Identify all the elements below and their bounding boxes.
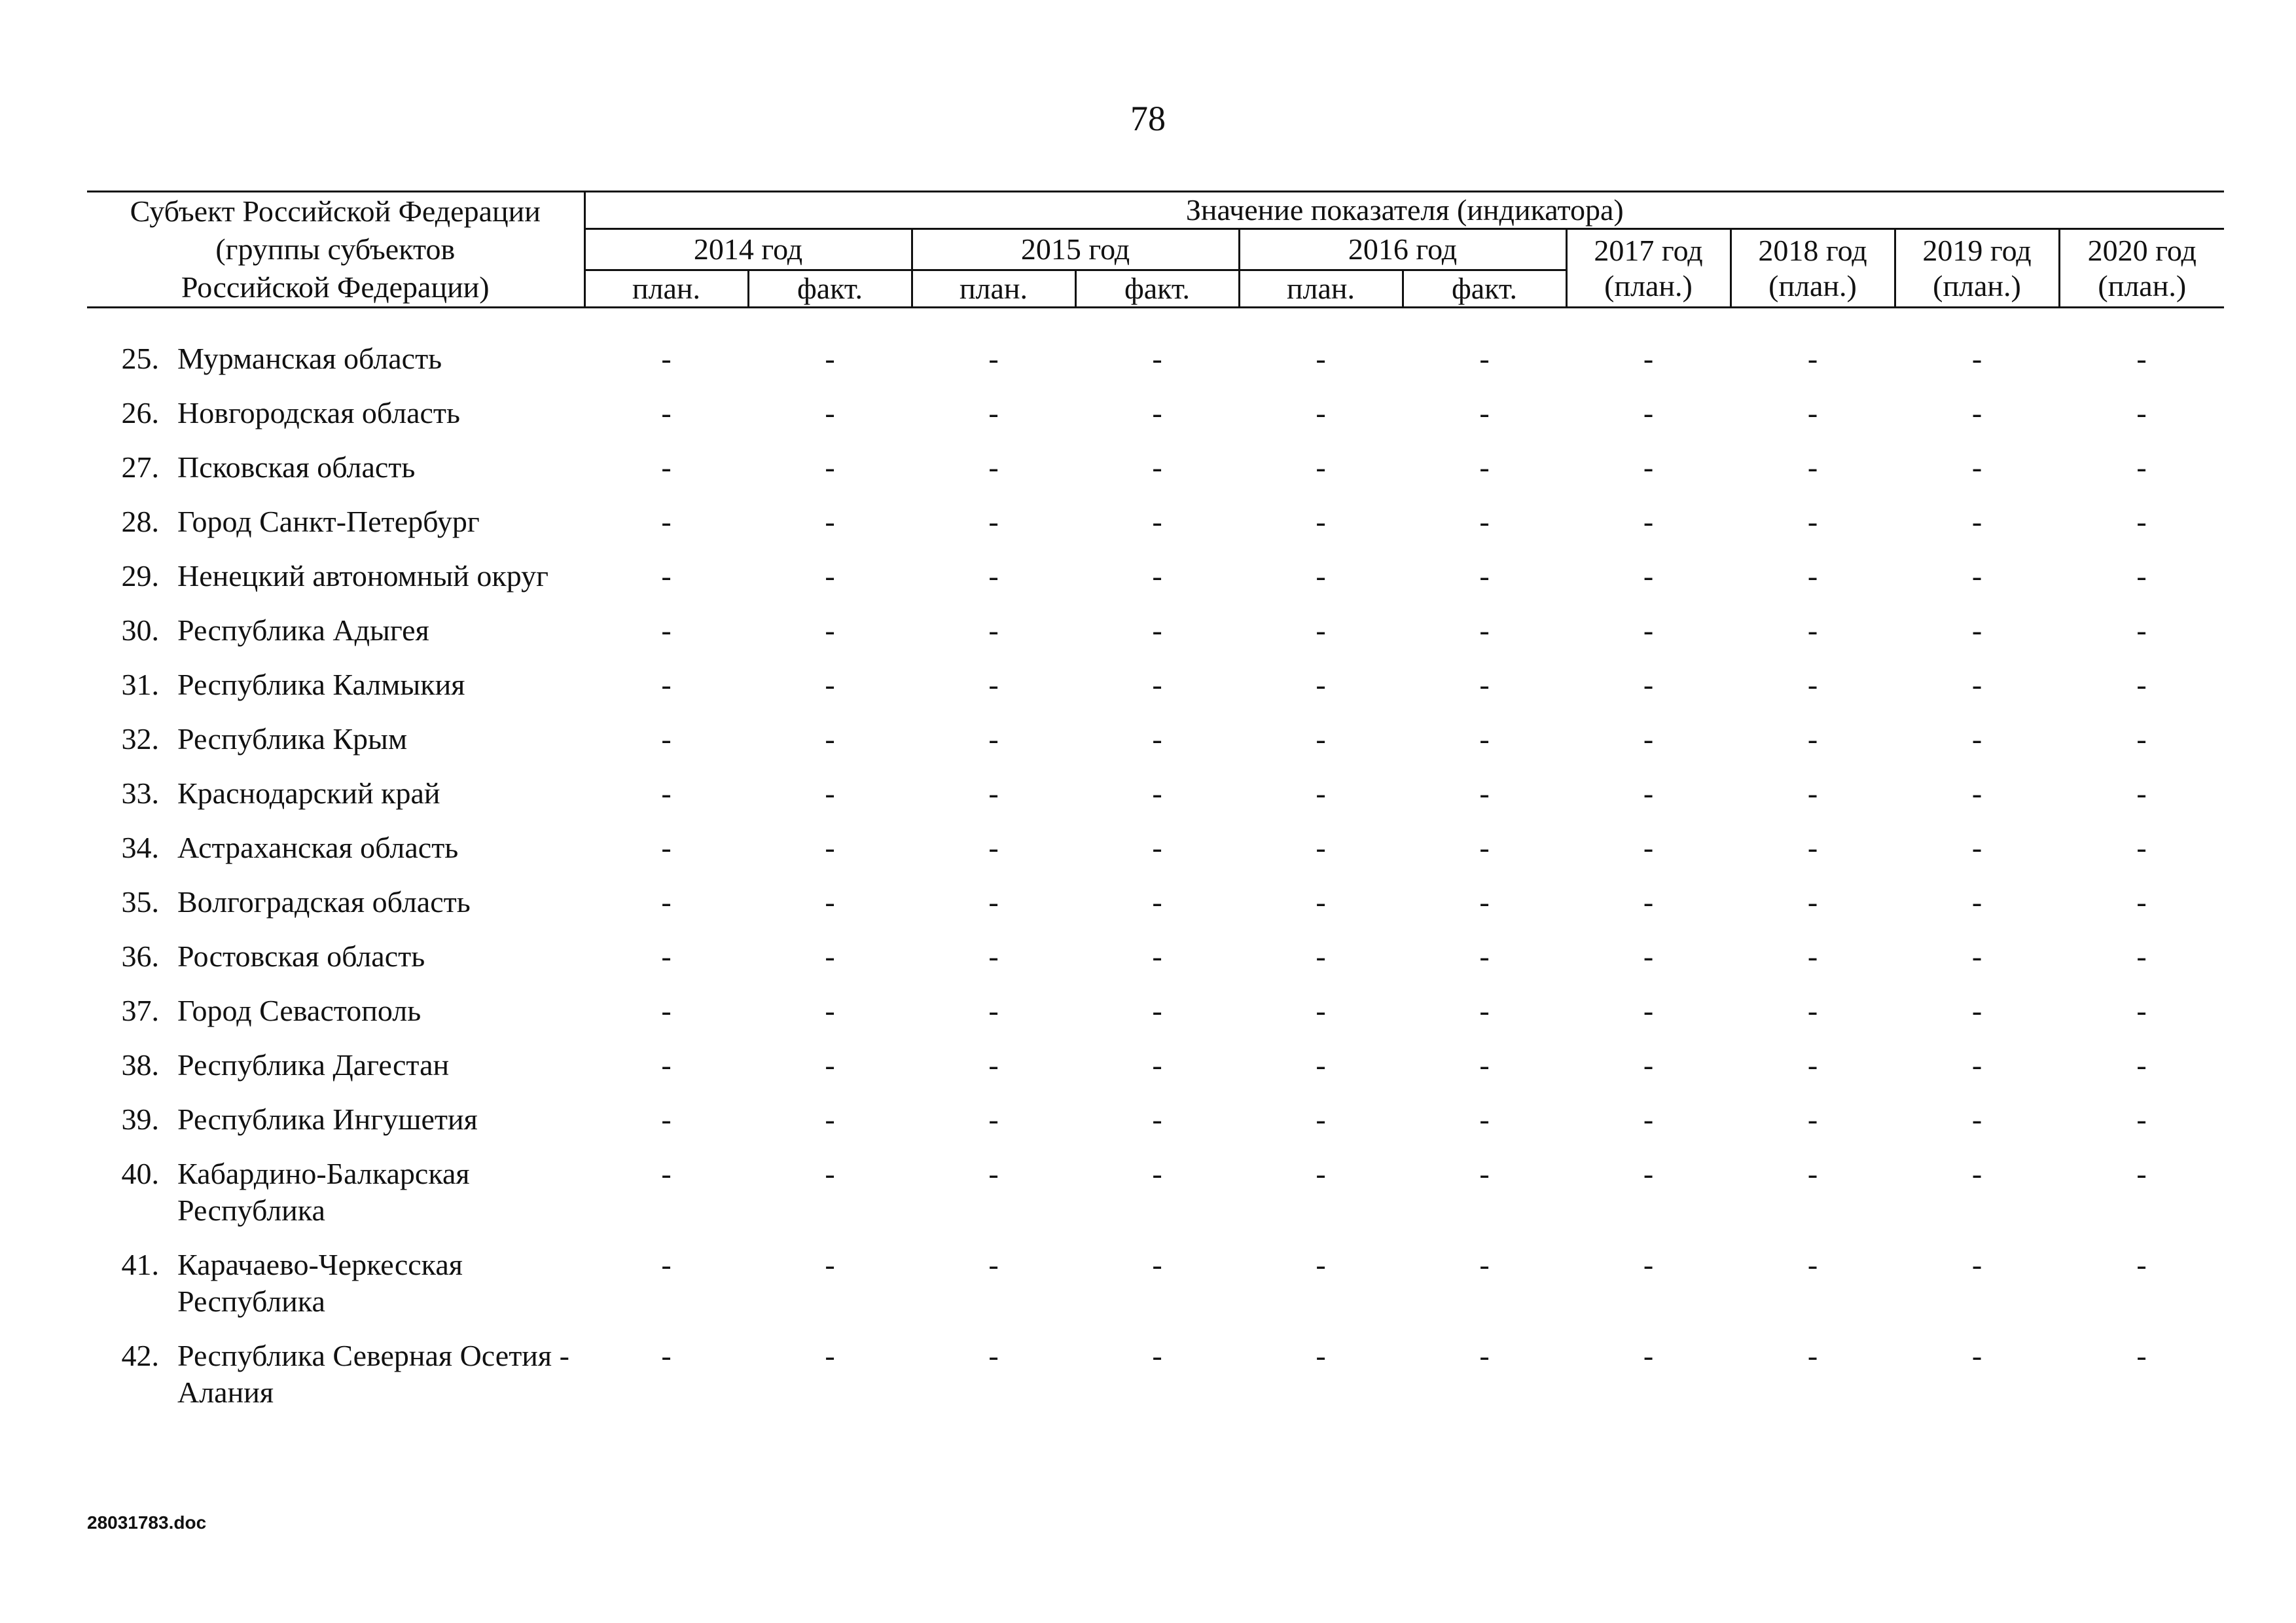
year-label: 2018 год [1758, 233, 1867, 267]
value-cell: - [1479, 1157, 1490, 1190]
value-cell: - [1643, 559, 1654, 593]
value-cell: - [988, 342, 999, 375]
value-cell: - [1971, 1157, 1982, 1190]
region-name: Республика Дагестан [177, 1048, 450, 1082]
value-cell: - [661, 668, 672, 701]
value-cell: - [2136, 668, 2147, 701]
indicator-title: Значение показателя (индикатора) [584, 192, 2224, 229]
value-cell: - [1152, 776, 1162, 810]
value-cell: - [1479, 776, 1490, 810]
year-header-2019 [1895, 229, 2059, 308]
value-cell: - [1807, 722, 1818, 756]
value-cell: - [661, 722, 672, 756]
region-name: Ростовская область [177, 939, 425, 973]
value-cell: - [1152, 939, 1162, 973]
value-cell: - [825, 559, 835, 593]
table-row [87, 1338, 2224, 1429]
value-cell: - [1643, 885, 1654, 919]
year-header-2016: 2016 год [1239, 229, 1566, 270]
table-row [87, 830, 2224, 884]
table-body [87, 340, 2224, 1429]
value-cell: - [2136, 776, 2147, 810]
region-name: Республика Крым [177, 722, 408, 756]
value-cell: - [1316, 1103, 1326, 1136]
value-cell: - [661, 885, 672, 919]
year-header-2014: 2014 год [584, 229, 912, 270]
value-cell: - [1971, 1103, 1982, 1136]
value-cell: - [1643, 1103, 1654, 1136]
value-cell: - [1971, 1248, 1982, 1281]
value-cell: - [2136, 342, 2147, 375]
subject-column-header [87, 192, 584, 308]
value-cell: - [988, 1339, 999, 1372]
value-cell: - [1152, 1157, 1162, 1190]
value-cell: - [661, 505, 672, 538]
value-cell: - [1807, 1157, 1818, 1190]
value-cell: - [1152, 559, 1162, 593]
region-name: Мурманская область [177, 342, 442, 375]
value-cell: - [1316, 613, 1326, 647]
value-cell: - [661, 1103, 672, 1136]
plan-header: план. [1239, 270, 1403, 308]
value-cell: - [988, 668, 999, 701]
row-number: 25. [121, 342, 159, 375]
value-cell: - [1152, 342, 1162, 375]
region-name: Республика Адыгея [177, 613, 429, 647]
region-name: Город Севастополь [177, 994, 422, 1027]
value-cell: - [825, 1248, 835, 1281]
value-cell: - [1152, 613, 1162, 647]
value-cell: - [661, 1048, 672, 1082]
value-cell: - [1971, 831, 1982, 864]
value-cell: - [1152, 1339, 1162, 1372]
table-row [87, 993, 2224, 1047]
value-cell: - [825, 1048, 835, 1082]
value-cell: - [1316, 939, 1326, 973]
document-filename: 28031783.doc [87, 1512, 207, 1533]
table-row [87, 503, 2224, 558]
value-cell: - [825, 1103, 835, 1136]
table-row [87, 395, 2224, 449]
value-cell: - [1643, 831, 1654, 864]
year-header-2015: 2015 год [912, 229, 1239, 270]
value-cell: - [1807, 396, 1818, 429]
value-cell: - [1316, 776, 1326, 810]
value-cell: - [1152, 885, 1162, 919]
value-cell: - [2136, 505, 2147, 538]
region-name: Волгоградская область [177, 885, 471, 919]
row-number: 37. [121, 994, 159, 1027]
value-cell: - [988, 1103, 999, 1136]
value-cell: - [1807, 505, 1818, 538]
value-cell: - [1152, 1248, 1162, 1281]
region-name: Кабардино-Балкарская Республика [177, 1157, 470, 1227]
value-cell: - [2136, 396, 2147, 429]
value-cell: - [661, 1157, 672, 1190]
plan-sublabel: (план.) [1933, 268, 2021, 302]
value-cell: - [1643, 994, 1654, 1027]
value-cell: - [1807, 939, 1818, 973]
row-number: 36. [121, 939, 159, 973]
value-cell: - [1316, 396, 1326, 429]
value-cell: - [988, 396, 999, 429]
plan-header: план. [584, 270, 748, 308]
value-cell: - [1807, 613, 1818, 647]
value-cell: - [1643, 450, 1654, 484]
value-cell: - [1152, 450, 1162, 484]
value-cell: - [661, 994, 672, 1027]
subject-header-line: (группы субъектов [215, 232, 456, 266]
value-cell: - [1971, 450, 1982, 484]
year-header-2017 [1566, 229, 1731, 308]
value-cell: - [825, 994, 835, 1027]
value-cell: - [1152, 722, 1162, 756]
year-label: 2017 год [1594, 233, 1703, 267]
table-row [87, 721, 2224, 775]
value-cell: - [988, 1248, 999, 1281]
value-cell: - [1316, 505, 1326, 538]
value-cell: - [1479, 613, 1490, 647]
value-cell: - [1152, 668, 1162, 701]
value-cell: - [1807, 342, 1818, 375]
value-cell: - [2136, 994, 2147, 1027]
value-cell: - [1479, 885, 1490, 919]
value-cell: - [1643, 1157, 1654, 1190]
value-cell: - [661, 396, 672, 429]
year-header-2020 [2059, 229, 2224, 308]
value-cell: - [1971, 776, 1982, 810]
value-cell: - [825, 722, 835, 756]
row-number: 26. [121, 396, 159, 429]
value-cell: - [2136, 939, 2147, 973]
year-label: 2019 год [1922, 233, 2032, 267]
value-cell: - [2136, 1103, 2147, 1136]
value-cell: - [2136, 885, 2147, 919]
value-cell: - [1479, 505, 1490, 538]
table-row [87, 1047, 2224, 1101]
fact-header: факт. [748, 270, 912, 308]
plan-sublabel: (план.) [1768, 268, 1857, 302]
value-cell: - [988, 831, 999, 864]
value-cell: - [1807, 776, 1818, 810]
plan-sublabel: (план.) [2098, 268, 2187, 302]
value-cell: - [1479, 1248, 1490, 1281]
subject-header-line: Субъект Российской Федерации [130, 194, 541, 228]
value-cell: - [2136, 1248, 2147, 1281]
subject-header-line: Российской Федерации) [181, 270, 490, 304]
value-cell: - [1643, 342, 1654, 375]
value-cell: - [1971, 396, 1982, 429]
value-cell: - [988, 722, 999, 756]
value-cell: - [2136, 450, 2147, 484]
value-cell: - [1971, 342, 1982, 375]
value-cell: - [825, 1157, 835, 1190]
value-cell: - [1807, 1248, 1818, 1281]
region-name: Астраханская область [177, 831, 459, 864]
value-cell: - [2136, 1157, 2147, 1190]
value-cell: - [1807, 885, 1818, 919]
value-cell: - [825, 613, 835, 647]
region-name: Новгородская область [177, 396, 461, 429]
value-cell: - [1152, 1048, 1162, 1082]
value-cell: - [1479, 1103, 1490, 1136]
row-number: 35. [121, 885, 159, 919]
value-cell: - [661, 939, 672, 973]
value-cell: - [1479, 722, 1490, 756]
row-number: 41. [121, 1248, 159, 1281]
value-cell: - [988, 450, 999, 484]
table-row [87, 666, 2224, 721]
region-name: Город Санкт-Петербург [177, 505, 480, 538]
region-name: Республика Калмыкия [177, 668, 465, 701]
value-cell: - [661, 831, 672, 864]
row-number: 33. [121, 776, 159, 810]
value-cell: - [825, 831, 835, 864]
value-cell: - [1971, 1339, 1982, 1372]
value-cell: - [1971, 559, 1982, 593]
value-cell: - [1479, 831, 1490, 864]
value-cell: - [988, 1048, 999, 1082]
value-cell: - [1152, 994, 1162, 1027]
value-cell: - [1643, 668, 1654, 701]
row-number: 42. [121, 1339, 159, 1372]
table-row [87, 1247, 2224, 1338]
value-cell: - [1971, 505, 1982, 538]
value-cell: - [661, 1248, 672, 1281]
plan-header: план. [912, 270, 1075, 308]
row-number: 30. [121, 613, 159, 647]
value-cell: - [988, 939, 999, 973]
table-row [87, 938, 2224, 993]
value-cell: - [825, 939, 835, 973]
value-cell: - [825, 450, 835, 484]
value-cell: - [1479, 1339, 1490, 1372]
row-number: 38. [121, 1048, 159, 1082]
table-row [87, 775, 2224, 830]
table-row [87, 558, 2224, 612]
value-cell: - [1643, 613, 1654, 647]
value-cell: - [1807, 668, 1818, 701]
value-cell: - [1643, 396, 1654, 429]
value-cell: - [1643, 776, 1654, 810]
value-cell: - [1971, 613, 1982, 647]
value-cell: - [1807, 1339, 1818, 1372]
value-cell: - [988, 559, 999, 593]
value-cell: - [1971, 722, 1982, 756]
value-cell: - [1479, 396, 1490, 429]
value-cell: - [825, 1339, 835, 1372]
value-cell: - [1971, 885, 1982, 919]
value-cell: - [1643, 722, 1654, 756]
value-cell: - [1971, 668, 1982, 701]
value-cell: - [1643, 939, 1654, 973]
fact-header: факт. [1075, 270, 1239, 308]
value-cell: - [2136, 831, 2147, 864]
value-cell: - [1152, 396, 1162, 429]
value-cell: - [1643, 1339, 1654, 1372]
table-row [87, 1101, 2224, 1156]
plan-sublabel: (план.) [1604, 268, 1693, 302]
value-cell: - [1316, 831, 1326, 864]
value-cell: - [1479, 1048, 1490, 1082]
value-cell: - [988, 885, 999, 919]
year-header-2018 [1731, 229, 1895, 308]
value-cell: - [661, 613, 672, 647]
table-row [87, 449, 2224, 503]
value-cell: - [1643, 1048, 1654, 1082]
row-number: 31. [121, 668, 159, 701]
value-cell: - [825, 885, 835, 919]
table-header [87, 191, 2224, 308]
table-row [87, 612, 2224, 666]
value-cell: - [661, 776, 672, 810]
value-cell: - [1479, 559, 1490, 593]
row-number: 27. [121, 450, 159, 484]
value-cell: - [661, 450, 672, 484]
region-name: Республика Северная Осетия - Алания [177, 1339, 569, 1409]
value-cell: - [1479, 342, 1490, 375]
row-number: 32. [121, 722, 159, 756]
value-cell: - [1807, 450, 1818, 484]
value-cell: - [1316, 342, 1326, 375]
value-cell: - [1807, 994, 1818, 1027]
value-cell: - [1971, 1048, 1982, 1082]
row-number: 39. [121, 1103, 159, 1136]
value-cell: - [1316, 559, 1326, 593]
table-row [87, 884, 2224, 938]
value-cell: - [1316, 450, 1326, 484]
value-cell: - [825, 776, 835, 810]
value-cell: - [825, 668, 835, 701]
value-cell: - [661, 342, 672, 375]
row-number: 40. [121, 1157, 159, 1190]
value-cell: - [1807, 831, 1818, 864]
value-cell: - [1316, 1048, 1326, 1082]
page-number: 78 [1130, 99, 1166, 138]
value-cell: - [1316, 994, 1326, 1027]
value-cell: - [988, 505, 999, 538]
value-cell: - [661, 1339, 672, 1372]
value-cell: - [1807, 559, 1818, 593]
region-name: Карачаево-Черкесская Республика [177, 1248, 463, 1318]
value-cell: - [825, 505, 835, 538]
value-cell: - [1479, 450, 1490, 484]
value-cell: - [1479, 668, 1490, 701]
row-number: 28. [121, 505, 159, 538]
value-cell: - [825, 342, 835, 375]
value-cell: - [1316, 722, 1326, 756]
value-cell: - [1479, 939, 1490, 973]
year-label: 2020 год [2087, 233, 2197, 267]
value-cell: - [2136, 1339, 2147, 1372]
region-name: Краснодарский край [177, 776, 440, 810]
value-cell: - [1971, 994, 1982, 1027]
value-cell: - [1316, 885, 1326, 919]
value-cell: - [2136, 613, 2147, 647]
value-cell: - [1643, 505, 1654, 538]
value-cell: - [1971, 939, 1982, 973]
value-cell: - [1643, 1248, 1654, 1281]
value-cell: - [2136, 559, 2147, 593]
region-name: Псковская область [177, 450, 416, 484]
value-cell: - [1316, 1157, 1326, 1190]
value-cell: - [988, 613, 999, 647]
value-cell: - [2136, 722, 2147, 756]
value-cell: - [988, 1157, 999, 1190]
value-cell: - [2136, 1048, 2147, 1082]
value-cell: - [1316, 1339, 1326, 1372]
table-row [87, 340, 2224, 395]
fact-header: факт. [1403, 270, 1566, 308]
value-cell: - [1152, 1103, 1162, 1136]
region-name: Ненецкий автономный округ [177, 559, 548, 593]
row-number: 34. [121, 831, 159, 864]
value-cell: - [1152, 831, 1162, 864]
value-cell: - [825, 396, 835, 429]
value-cell: - [1807, 1103, 1818, 1136]
value-cell: - [661, 559, 672, 593]
value-cell: - [1479, 994, 1490, 1027]
table-row [87, 1156, 2224, 1247]
value-cell: - [1152, 505, 1162, 538]
value-cell: - [988, 994, 999, 1027]
value-cell: - [1807, 1048, 1818, 1082]
value-cell: - [988, 776, 999, 810]
region-name: Республика Ингушетия [177, 1103, 478, 1136]
value-cell: - [1316, 1248, 1326, 1281]
value-cell: - [1316, 668, 1326, 701]
row-number: 29. [121, 559, 159, 593]
